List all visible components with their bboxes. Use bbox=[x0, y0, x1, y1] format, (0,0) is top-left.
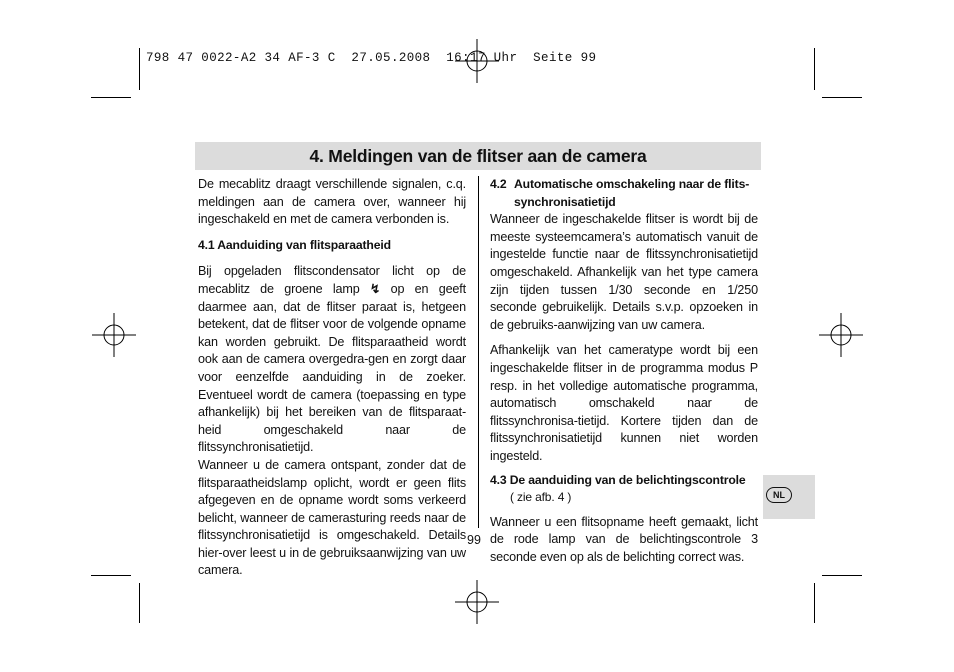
crop-mark-bottom-left-horizontal bbox=[91, 575, 131, 576]
exposure-paragraph: Wanneer u een flitsopname heeft gemaakt, licht de rode lamp van de belichtingscontrole 3 seconde even op als de belichting correct was. bbox=[490, 514, 758, 564]
subheading-4-2-line1: Automatische omschakeling naar de flits- bbox=[514, 177, 750, 191]
flash-ready-text-start: Bij opgeladen flitscondensator licht op de mecablitz de groene lamp bbox=[198, 264, 466, 296]
crop-mark-top-left-horizontal bbox=[91, 97, 131, 98]
flash-ready-lamp-icon: ↯ bbox=[369, 281, 381, 296]
subheading-4-2-number: 4.2 bbox=[490, 177, 507, 191]
subheading-4-2-line2: synchronisatietijd bbox=[514, 194, 616, 209]
registration-mark-left bbox=[92, 313, 136, 357]
crop-mark-bottom-right-vertical bbox=[814, 583, 815, 623]
intro-paragraph: De mecablitz draagt verschillende signalen, c.q. meldingen aan de camera over, wanneer hij ingeschakeld en met de camera verbonden is. bbox=[198, 177, 466, 227]
flash-ready-paragraph bbox=[198, 263, 466, 457]
language-badge: NL bbox=[766, 487, 792, 503]
left-column bbox=[198, 176, 466, 580]
figure-reference: ( zie afb. 4 ) bbox=[510, 490, 572, 505]
section-title: 4. Meldingen van de flitser aan de camera bbox=[309, 146, 647, 166]
page-number: 99 bbox=[467, 533, 481, 547]
column-divider bbox=[478, 176, 479, 528]
registration-mark-top bbox=[455, 39, 499, 83]
print-header: 798 47 0022-A2 34 AF-3 C 27.05.2008 16:17 Uhr Seite 99 bbox=[146, 51, 597, 65]
release-paragraph: Wanneer u de camera ontspant, zonder dat de flitsparaatheidslamp oplicht, wordt er geen flits afgegeven en de opname wordt soms verkeerd belicht, wanneer de camerasturing reeds naar de flitssynchronisatietijd is omgeschakeld. Details hier-over leest u in de gebruiksaanwijzing van uw camera. bbox=[198, 457, 466, 578]
registration-mark-bottom bbox=[455, 580, 499, 624]
subheading-4-3: 4.3 De aanduiding van de belichtingscontrole bbox=[490, 472, 746, 487]
program-mode-paragraph: Afhankelijk van het cameratype wordt bij een ingeschakelde flitser in de programma modus P resp. in het volledige automatische programma, automatisch omschakeld naar de flitssynchronisa-tietijd. Kortere tijden dan de flitssynchronisatietijd kunnen niet worden ingesteld. bbox=[490, 343, 758, 463]
subheading-4-1: 4.1 Aanduiding van flitsparaatheid bbox=[198, 237, 391, 252]
crop-mark-top-right-horizontal bbox=[822, 97, 862, 98]
registration-mark-right bbox=[819, 313, 863, 357]
subheading-4-2 bbox=[490, 176, 758, 211]
subheading-4-2-text bbox=[514, 176, 749, 211]
crop-mark-bottom-right-horizontal bbox=[822, 575, 862, 576]
crop-mark-top-right-vertical bbox=[814, 48, 815, 90]
right-column bbox=[490, 176, 758, 566]
flash-ready-text-end: op en geeft daarmee aan, dat de flitser paraat is, hetgeen betekent, dat de flitser voor de volgende opname kan worden gebruikt. De flitsparaatheid wordt ook aan de camera overgedra-gen en zorgt daar voor eenzelfde aanduiding in de zoeker. Eventueel wordt de camera (toepassing en type afhankelijk) bij het bereiken van de flitsparaat-heid omgeschakeld naar de flitssynchronisatietijd. bbox=[198, 281, 466, 455]
crop-mark-top-left-vertical bbox=[139, 48, 140, 90]
language-tab bbox=[763, 475, 815, 519]
section-title-bar bbox=[195, 142, 761, 170]
sync-paragraph: Wanneer de ingeschakelde flitser is wordt bij de meeste systeemcamera’s automatisch vanuit de ingestelde functie naar de flitssynchronisatietijd omgeschakeld. Afhankelijk van het type camera zijn tijden tussen 1/30 seconde en 1/250 seconde gebruikelijk. Details s.v.p. opzoeken in de gebruiks-aanwijzing van uw camera. bbox=[490, 212, 758, 332]
crop-mark-bottom-left-vertical bbox=[139, 583, 140, 623]
